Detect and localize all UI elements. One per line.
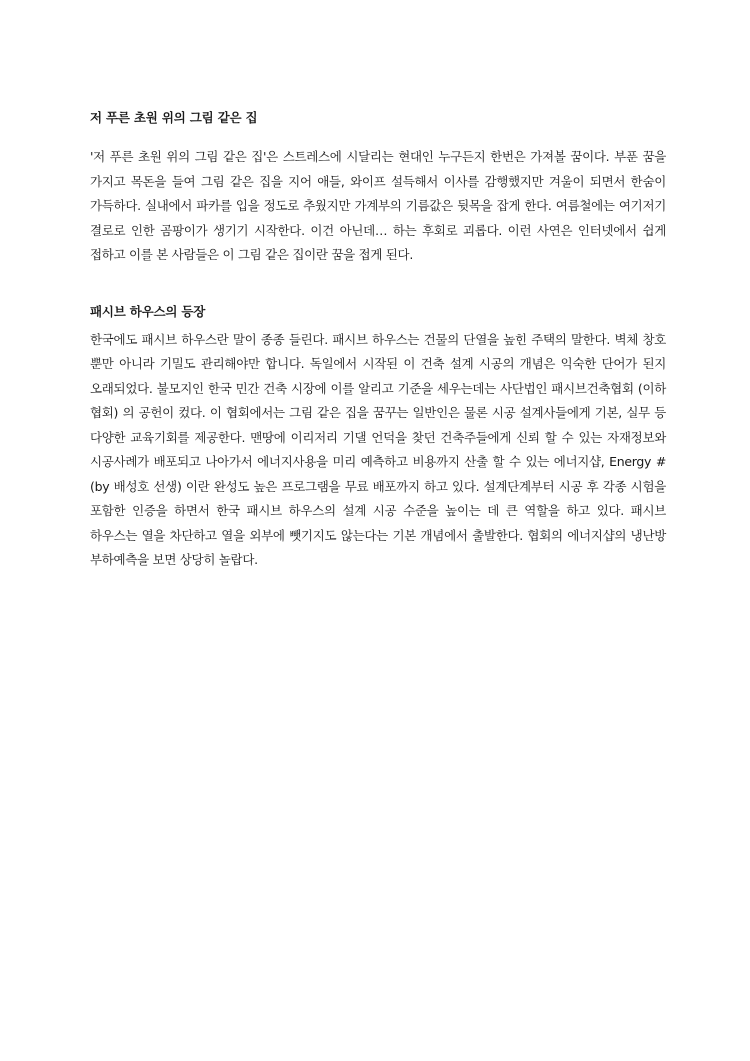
section-heading-passive-house: 패시브 하우스의 등장	[90, 303, 206, 319]
section-heading-dream-house: 저 푸른 초원 위의 그림 같은 집	[90, 110, 258, 125]
section-paragraph-dream-house: '저 푸른 초원 위의 그림 같은 집'은 스트레스에 시달리는 현대인 누구든지 한번은 가져볼 꿈이다. 부푼 꿈을 가지고 목돈을 들여 그림 같은 집을 지어 애들, 와이프 설득해서 이사를 감행했지만 겨울이 되면서 한숨이 가득하다. 실내에서 파카를 입을 정도로 추웠지만 가계부의 기름값은 뒷목을 잡게 한다. 여름철에는 여기저기 결로로 인한 곰팡이가 생기기 시작한다. 이건 아닌데… 하는 후회로 괴롭다. 이런 사연은 인터넷에서 쉽게 접하고 이를 본 사람들은 이 그림 같은 집이란 꿈을 접게 된다.	[90, 149, 666, 262]
document-page	[90, 110, 666, 573]
section-paragraph-passive-house: 한국에도 패시브 하우스란 말이 종종 들린다. 패시브 하우스는 건물의 단열을 높힌 주택의 말한다. 벽체 창호 뿐만 아니라 기밀도 관리해야만 합니다. 독일에서 시작된 이 건축 설계 시공의 개념은 익숙한 단어가 된지 오래되었다. 불모지인 한국 민간 건축 시장에 이를 알리고 기준을 세우는데는 사단법인 패시브건축협회 (이하 협회) 의 공헌이 컸다. 이 협회에서는 그림 같은 집을 꿈꾸는 일반인은 물론 시공 설계사들에게 기본, 실무 등 다양한 교육기회를 제공한다. 맨땅에 이리저리 기댈 언덕을 찾던 건축주들에게 신뢰 할 수 있는 자재정보와 시공사례가 배포되고 나아가서 에너지사용을 미리 예측하고 비용까지 산출 할 수 있는 에너지샵, Energy # (by 배성호 선생) 이란 완성도 높은 프로그램을 무료 배포까지 하고 있다. 설계단계부터 시공 후 각종 시험을 포함한 인증을 하면서 한국 패시브 하우스의 설계 시공 수준을 높이는 데 큰 역할을 하고 있다. 패시브 하우스는 열을 차단하고 열을 외부에 뺏기지도 않는다는 기본 개념에서 출발한다. 협회의 에너지샵의 냉난방 부하예측을 보면 상당히 놀랍다.	[90, 331, 666, 567]
